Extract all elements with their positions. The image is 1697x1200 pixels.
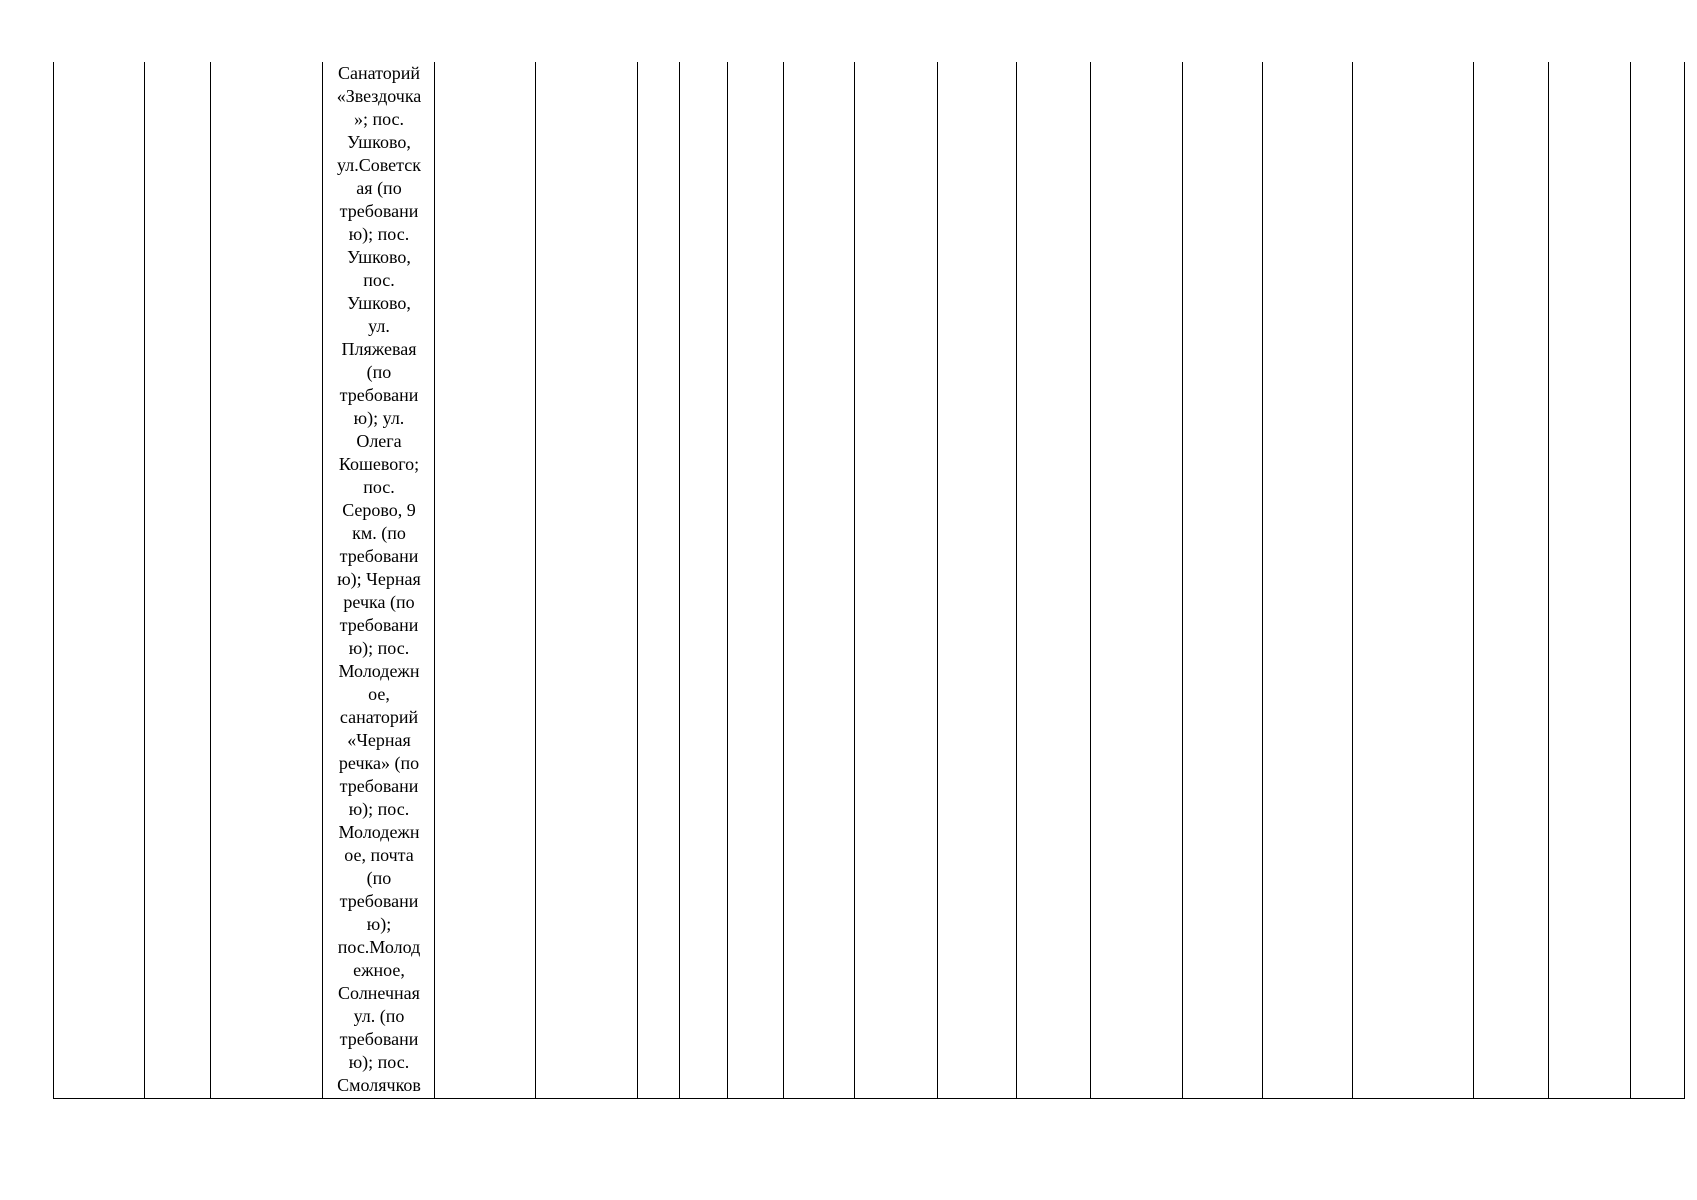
column-divider <box>783 62 784 1099</box>
column-divider <box>535 62 536 1099</box>
column-divider <box>1630 62 1631 1099</box>
column-divider <box>637 62 638 1099</box>
column-divider <box>1016 62 1017 1099</box>
column-divider <box>1352 62 1353 1099</box>
column-divider <box>210 62 211 1099</box>
column-divider <box>937 62 938 1099</box>
column-divider <box>1548 62 1549 1099</box>
column-divider <box>53 62 54 1099</box>
column-divider <box>1684 62 1685 1099</box>
column-divider <box>1182 62 1183 1099</box>
column-divider <box>1090 62 1091 1099</box>
document-table <box>53 62 1685 1099</box>
column-divider <box>854 62 855 1099</box>
column-divider <box>1262 62 1263 1099</box>
column-divider <box>144 62 145 1099</box>
route-stops-cell: Санаторий «Звездочка »; пос. Ушково, ул.Советск ая (по требовани ю); пос. Ушково, пос. Ушково, ул. Пляжевая (по требовани ю); ул. Олега Кошевого; пос. Серово, 9 км. (по требовани ю); Черная речка (по требовани ю); пос. Молодежн ое, санаторий «Черная речка» (по требовани ю); пос. Молодежн ое, почта (по требовани ю); пос.Молод ежное, Солнечная ул. (по требовани ю); пос. Смолячков <box>336 63 422 1095</box>
column-divider <box>727 62 728 1099</box>
column-divider <box>1473 62 1474 1099</box>
column-divider <box>679 62 680 1099</box>
